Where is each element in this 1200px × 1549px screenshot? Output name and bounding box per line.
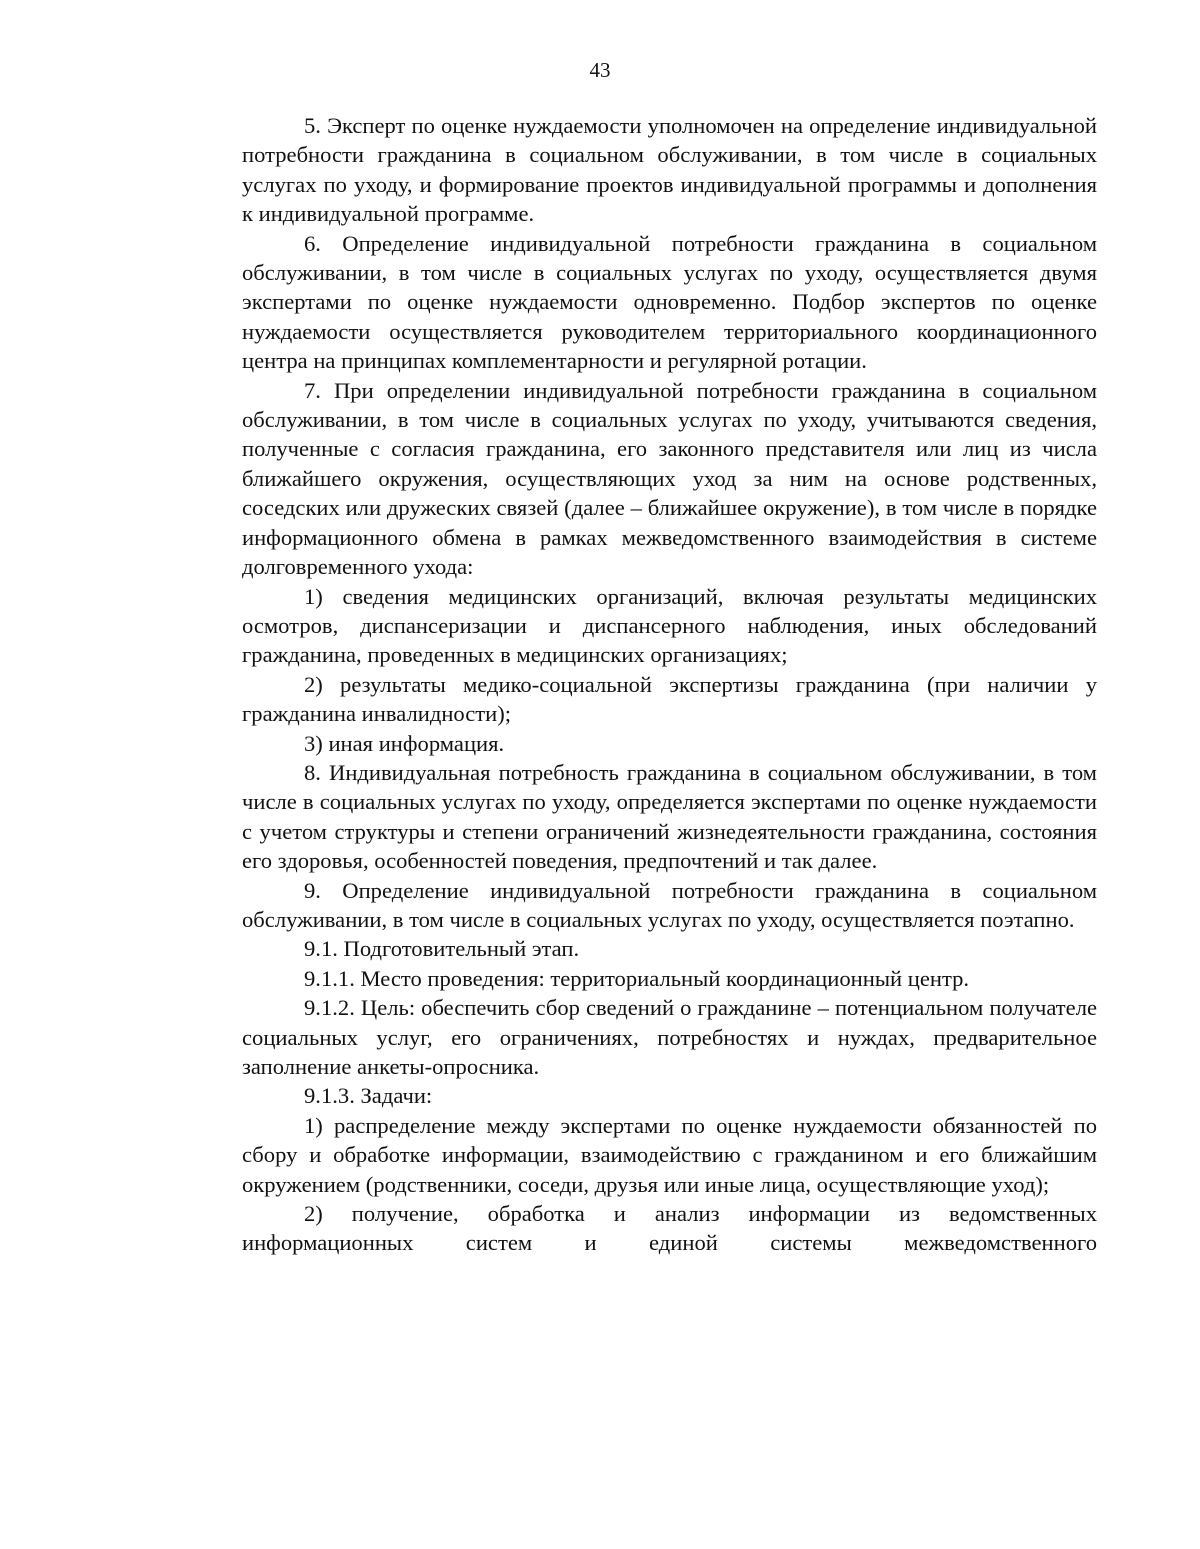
paragraph-9-1: 9.1. Подготовительный этап. <box>304 936 580 962</box>
paragraph-6: 6. Определение индивидуальной потребности гражданина в социальном обслуживании, в том числе в социальных услугах по уходу, осуществляется двумя экспертами по оценке нуждаемости одновременно. Подбор экспертов по оценке нуждаемости осуществляется руководителем территориального координационного центра на принципах комплементарности и регулярной ротации. <box>242 230 1097 374</box>
paragraph-5: 5. Эксперт по оценке нуждаемости уполномочен на определение индивидуальной потребности гражданина в социальном обслуживании, в том числе в социальных услугах по уходу, и формирование проектов индивидуальной программы и дополнения к индивидуальной программе. <box>242 113 1097 227</box>
list-item-7-2: 2) результаты медико-социальной экспертизы гражданина (при наличии у гражданина инвалидности); <box>242 671 1097 727</box>
paragraph-9-1-1: 9.1.1. Место проведения: территориальный координационный центр. <box>304 965 970 991</box>
document-body <box>242 111 1097 1258</box>
paragraph-9-1-3: 9.1.3. Задачи: <box>304 1083 433 1109</box>
paragraph-7: 7. При определении индивидуальной потребности гражданина в социальном обслуживании, в том числе в социальных услугах по уходу, учитываются сведения, полученные с согласия гражданина, его законного представителя или лиц из числа ближайшего окружения, осуществляющих уход за ним на основе родственных, соседских или дружеских связей (далее – ближайшее окружение), в том числе в порядке информационного обмена в рамках межведомственного взаимодействия в системе долговременного ухода: <box>242 377 1097 580</box>
list-item-7-3: 3) иная информация. <box>304 730 505 756</box>
task-item-2: 2) получение, обработка и анализ информации из ведомственных информационных систем и единой системы межведомственного <box>242 1201 1097 1256</box>
page-number: 43 <box>589 58 611 82</box>
paragraph-9: 9. Определение индивидуальной потребности гражданина в социальном обслуживании, в том числе в социальных услугах по уходу, осуществляется поэтапно. <box>242 877 1097 932</box>
paragraph-9-1-2: 9.1.2. Цель: обеспечить сбор сведений о гражданине – потенциальном получателе социальных услуг, его ограничениях, потребностях и нуждах, предварительное заполнение анкеты-опросника. <box>242 995 1097 1079</box>
list-item-7-1: 1) сведения медицинских организаций, включая результаты медицинских осмотров, диспансеризации и диспансерного наблюдения, иных обследований гражданина, проведенных в медицинских организациях; <box>242 583 1097 668</box>
paragraph-8: 8. Индивидуальная потребность гражданина в социальном обслуживании, в том числе в социальных услугах по уходу, определяется экспертами по оценке нуждаемости с учетом структуры и степени ограничений жизнедеятельности гражданина, состояния его здоровья, особенностей поведения, предпочтений и так далее. <box>242 759 1097 874</box>
task-item-1: 1) распределение между экспертами по оценке нуждаемости обязанностей по сбору и обработке информации, взаимодействию с гражданином и его ближайшим окружением (родственники, соседи, друзья или иные лица, осуществляющие уход); <box>242 1112 1097 1197</box>
